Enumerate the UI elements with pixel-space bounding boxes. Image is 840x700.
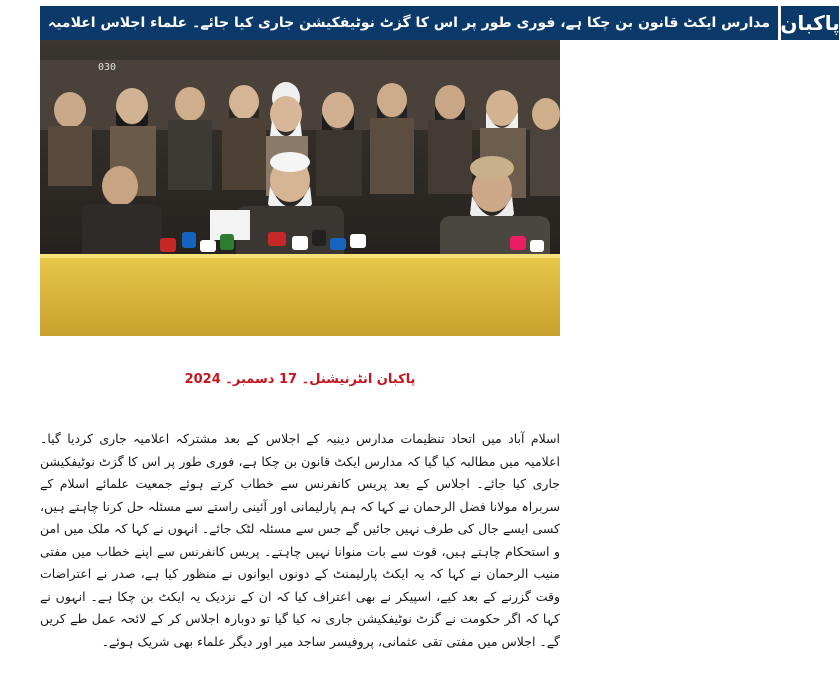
tv-overlay: 030 xyxy=(98,62,117,73)
article-body: اسلام آباد میں اتحاد تنظیمات مدارس دینیہ کے اجلاس کے بعد مشترکہ اعلامیہ جاری کردیا گیا۔ اعلامیہ میں مطالبہ کیا گیا کہ مدارس ایکٹ قانون بن چکا ہے، فوری طور پر اس کا گزٹ نوٹیفکیشن جاری کیا جائے۔ اجلاس کے بعد پریس کانفرنس سے خطاب کرتے ہوئے جمعیت علمائے اسلام کے سربراہ مولانا فضل الرحمان نے کہا کہ ہم پارلیمانی اور آئینی راستے سے مسئلہ حل کرنا چاہتے ہیں، کسی ایسے جال کی طرف نہیں جائیں گے جس سے مسئلہ لٹک جائے۔ انہوں نے کہا کہ ملک میں امن و استحکام چاہتے ہیں، قوت سے بات منوانا نہیں چاہتے۔ پریس کانفرنس سے اپنے خطاب میں مفتی منیب الرحمان نے کہا کہ یہ ایکٹ پارلیمنٹ کے دونوں ایوانوں نے منظور کیا ہے، صدر نے اعتراضات وقت گزرنے کے بعد کیے، اسپیکر نے بھی اعتراف کیا کہ ان کے نزدیک یہ ایکٹ بن چکا ہے۔ انہوں نے کہا کہ اگر حکومت نے گزٹ نوٹیفکیشن جاری نہ کیا گیا تو دوبارہ اجلاس کر کے لائحہ عمل طے کریں گے۔ اجلاس میں مفتی تقی عثمانی، پروفیسر ساجد میر اور دیگر علماء بھی شریک ہوئے۔ xyxy=(40,431,560,649)
press-conference-photo xyxy=(40,40,560,336)
brand-logo: پاکبان xyxy=(778,6,839,40)
header-banner xyxy=(40,6,840,40)
headline: مدارس ایکٹ قانون بن چکا ہے، فوری طور پر اس کا گزٹ نوٹیفکیشن جاری کیا جائے۔ علماء اجلاس اعلامیہ xyxy=(40,6,778,40)
dateline: پاکبان انٹرنیشنل۔ 17 دسمبر۔ 2024 xyxy=(184,372,416,387)
